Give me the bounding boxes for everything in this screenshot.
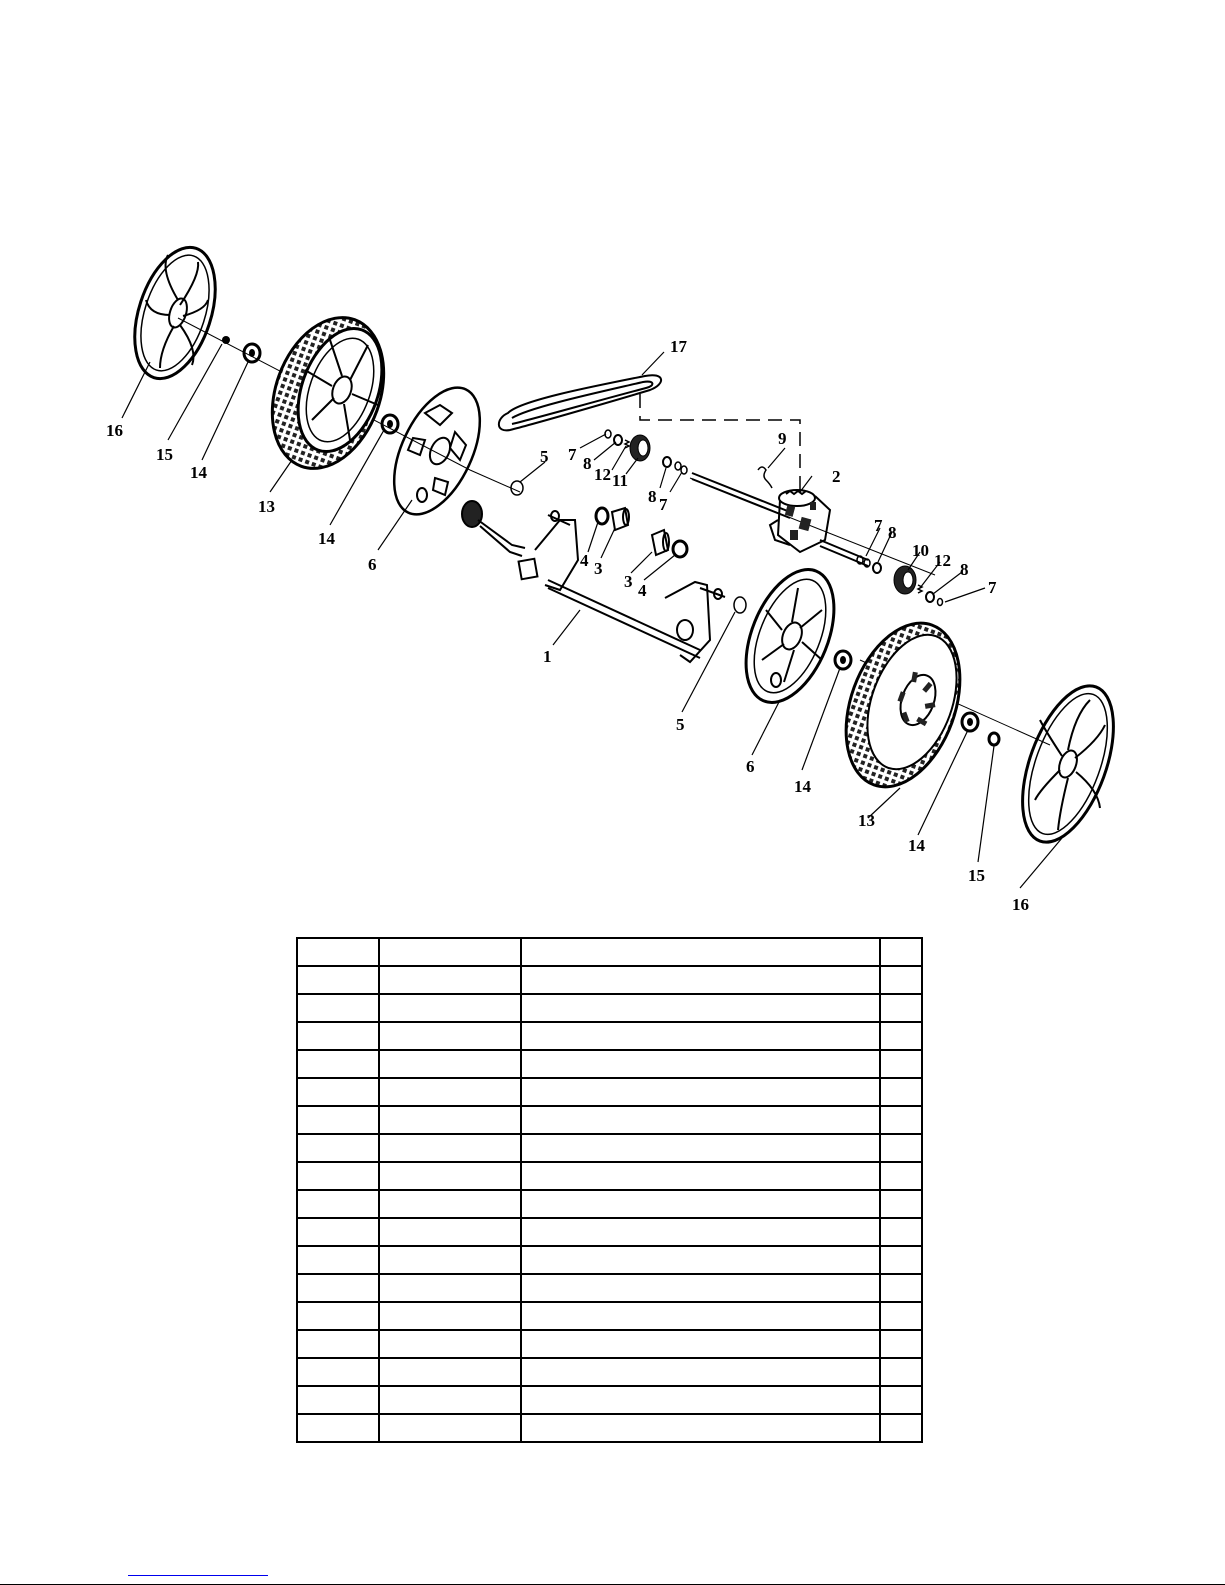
callout-15-right: 15 xyxy=(968,866,985,885)
callout-15-left: 15 xyxy=(156,445,173,464)
callout-16-left: 16 xyxy=(106,421,123,440)
table-cell xyxy=(521,1358,880,1386)
table-cell xyxy=(880,1302,922,1330)
table-cell xyxy=(379,1302,521,1330)
callout-5-right: 5 xyxy=(676,715,685,734)
leader-lines xyxy=(122,344,1062,888)
table-cell xyxy=(880,1218,922,1246)
table-cell xyxy=(521,1106,880,1134)
table-row xyxy=(297,1414,922,1442)
table-cell xyxy=(880,1386,922,1414)
table-cell xyxy=(880,1274,922,1302)
callout-3-left: 3 xyxy=(594,559,603,578)
table-cell xyxy=(297,1022,379,1050)
spacer-upper-mid xyxy=(663,457,671,467)
table-cell xyxy=(379,1134,521,1162)
bearing-left-outer xyxy=(244,344,260,362)
table-row xyxy=(297,994,922,1022)
table-row xyxy=(297,1050,922,1078)
callout-7-mid: 7 xyxy=(659,495,668,514)
table-cell xyxy=(521,1386,880,1414)
table-cell xyxy=(880,1162,922,1190)
pinion-gear-left xyxy=(630,435,650,461)
table-cell xyxy=(880,1022,922,1050)
table-cell xyxy=(379,938,521,966)
table-cell xyxy=(521,1218,880,1246)
table-row xyxy=(297,1218,922,1246)
callout-14-left-inner: 14 xyxy=(318,529,335,548)
table-cell xyxy=(880,1358,922,1386)
table-cell xyxy=(880,1246,922,1274)
callout-16-right: 16 xyxy=(1012,895,1029,914)
table-cell xyxy=(521,1330,880,1358)
table-cell xyxy=(379,1414,521,1442)
table-cell xyxy=(521,1190,880,1218)
callout-14-right-outer: 14 xyxy=(908,836,925,855)
table-row xyxy=(297,1358,922,1386)
callout-8-mid: 8 xyxy=(648,487,657,506)
table-cell xyxy=(521,1246,880,1274)
table-row xyxy=(297,1078,922,1106)
table-cell xyxy=(379,1190,521,1218)
table-cell xyxy=(297,1134,379,1162)
table-cell xyxy=(521,1134,880,1162)
spring-clip xyxy=(758,467,772,488)
callout-6-right: 6 xyxy=(746,757,755,776)
table-cell xyxy=(379,1274,521,1302)
snap-ring-upper-mid xyxy=(675,462,687,474)
table-cell xyxy=(521,1414,880,1442)
table-cell xyxy=(880,1330,922,1358)
table-cell xyxy=(379,1358,521,1386)
table-cell xyxy=(297,966,379,994)
table-cell xyxy=(880,1050,922,1078)
bearing-sleeve-right xyxy=(652,530,669,555)
table-cell xyxy=(521,1050,880,1078)
callout-12-upper: 12 xyxy=(594,465,611,484)
callout-9: 9 xyxy=(778,429,787,448)
wheel-nut-left xyxy=(222,336,230,344)
callout-6-left: 6 xyxy=(368,555,377,574)
callout-14-right-inner: 14 xyxy=(794,777,811,796)
table-row xyxy=(297,1246,922,1274)
table-cell xyxy=(379,994,521,1022)
callout-4-left: 4 xyxy=(580,551,589,570)
table-row xyxy=(297,1386,922,1414)
footer-link-underline[interactable] xyxy=(128,1575,268,1576)
table-cell xyxy=(297,1190,379,1218)
callout-7-right-a: 7 xyxy=(874,516,883,535)
drive-belt xyxy=(499,375,661,430)
table-cell xyxy=(521,1274,880,1302)
callout-11: 11 xyxy=(612,471,629,490)
table-cell xyxy=(297,1078,379,1106)
callout-14-left-outer: 14 xyxy=(190,463,207,482)
wheel-cover-left xyxy=(120,237,231,389)
spacer-lower-right xyxy=(873,563,881,573)
table-cell xyxy=(880,938,922,966)
callout-10: 10 xyxy=(912,541,929,560)
table-cell xyxy=(521,966,880,994)
callout-8-right-b: 8 xyxy=(960,560,969,579)
table-cell xyxy=(379,1218,521,1246)
callout-2: 2 xyxy=(832,467,841,486)
table-cell xyxy=(297,1162,379,1190)
wheel-cover-right xyxy=(1004,674,1132,854)
callout-12-right: 12 xyxy=(934,551,951,570)
table-cell xyxy=(880,1078,922,1106)
table-cell xyxy=(880,1106,922,1134)
table-row xyxy=(297,1274,922,1302)
table-row xyxy=(297,1162,922,1190)
table-cell xyxy=(880,1190,922,1218)
table-cell xyxy=(880,1134,922,1162)
callout-8-upper: 8 xyxy=(583,454,592,473)
bearing-sleeve-left xyxy=(612,508,629,530)
table-cell xyxy=(379,966,521,994)
bushing-left xyxy=(596,508,608,524)
table-cell xyxy=(297,1106,379,1134)
table-cell xyxy=(297,1330,379,1358)
table-row xyxy=(297,966,922,994)
table-cell xyxy=(521,1022,880,1050)
table-row xyxy=(297,938,922,966)
table-cell xyxy=(379,1386,521,1414)
bushing-right xyxy=(673,541,687,557)
callout-4-right: 4 xyxy=(638,581,647,600)
gearbox xyxy=(770,490,830,552)
parts-list-table xyxy=(296,937,923,1443)
table-cell xyxy=(379,1078,521,1106)
table-row xyxy=(297,1106,922,1134)
wheel-plate-right xyxy=(729,557,852,715)
table-cell xyxy=(880,1414,922,1442)
table-cell xyxy=(297,1386,379,1414)
spacer-upper-left xyxy=(614,435,622,445)
table-cell xyxy=(379,1050,521,1078)
table-cell xyxy=(379,1162,521,1190)
table-cell xyxy=(297,938,379,966)
callout-5-left: 5 xyxy=(540,447,549,466)
callout-13-right: 13 xyxy=(858,811,875,830)
washer-right xyxy=(734,597,746,613)
callout-17: 17 xyxy=(670,337,687,356)
snap-ring-far-right xyxy=(938,599,943,606)
table-cell xyxy=(297,1302,379,1330)
table-cell xyxy=(521,938,880,966)
table-cell xyxy=(297,1050,379,1078)
callout-8-right-a: 8 xyxy=(888,523,897,542)
bearing-right-outer xyxy=(962,713,978,731)
table-cell xyxy=(297,994,379,1022)
washer-left xyxy=(511,481,523,495)
table-cell xyxy=(521,1162,880,1190)
table-cell xyxy=(880,966,922,994)
rear-axle-assembly xyxy=(462,501,725,662)
table-cell xyxy=(880,994,922,1022)
table-cell xyxy=(379,1022,521,1050)
table-row xyxy=(297,1190,922,1218)
table-cell xyxy=(521,994,880,1022)
callout-13-left: 13 xyxy=(258,497,275,516)
rear-wheel-left xyxy=(252,302,403,484)
parts-table-body xyxy=(297,938,922,1442)
table-cell xyxy=(297,1414,379,1442)
rear-wheel-right xyxy=(825,607,981,802)
callout-3-right: 3 xyxy=(624,572,633,591)
callout-1: 1 xyxy=(543,647,552,666)
table-cell xyxy=(379,1246,521,1274)
table-cell xyxy=(379,1106,521,1134)
table-cell xyxy=(297,1218,379,1246)
table-cell xyxy=(521,1078,880,1106)
table-cell xyxy=(297,1358,379,1386)
table-cell xyxy=(297,1274,379,1302)
pinion-gear-right xyxy=(894,566,916,594)
table-cell xyxy=(379,1330,521,1358)
callout-7-right-b: 7 xyxy=(988,578,997,597)
gearbox-shaft xyxy=(692,473,868,566)
table-row xyxy=(297,1022,922,1050)
table-row xyxy=(297,1330,922,1358)
table-cell xyxy=(521,1302,880,1330)
bearing-right-inner xyxy=(835,651,851,669)
wheel-nut-right xyxy=(989,733,999,745)
table-row xyxy=(297,1134,922,1162)
callout-7-upper: 7 xyxy=(568,445,577,464)
table-row xyxy=(297,1302,922,1330)
table-cell xyxy=(297,1246,379,1274)
